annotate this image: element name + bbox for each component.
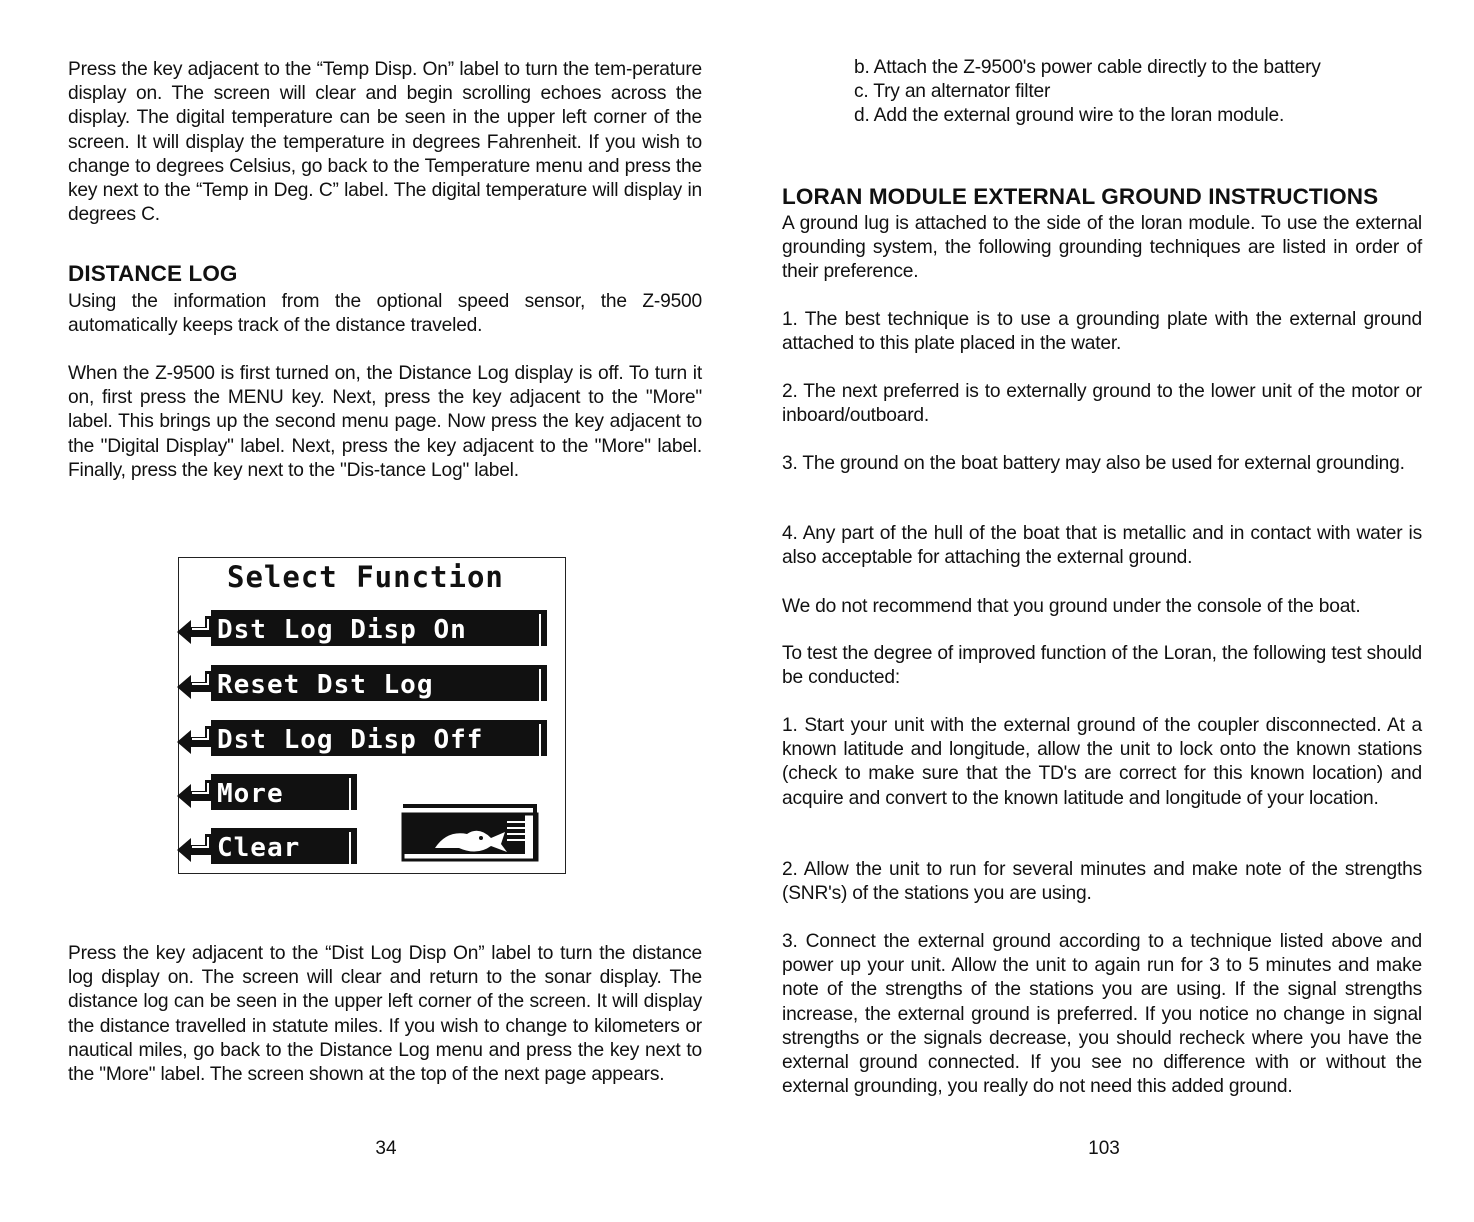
technique-3-paragraph: 3. The ground on the boat battery may also be used for external grounding. <box>782 453 1405 474</box>
fish-display-icon <box>395 804 541 864</box>
technique-2-paragraph: 2. The next preferred is to externally ground to the lower unit of the motor or inboard/outboard. <box>782 381 1422 427</box>
softkey-label: Clear <box>211 828 357 864</box>
softkey-reset-dst-log[interactable] <box>175 665 547 701</box>
list-item: d. Add the external ground wire to the loran module. <box>854 105 1285 127</box>
technique-4-paragraph: 4. Any part of the hull of the boat that is metallic and in contact with water is also acceptable for attaching the external ground. <box>782 523 1422 569</box>
distance-log-steps-paragraph: When the Z-9500 is first turned on, the Distance Log display is off. To turn it on, first press the MENU key. Next, press the key adjacent to the "More" label. This brings up the second menu page. Now press the key adjacent to the "Digital Display" label. Next, press the key adjacent to the "More" label. Finally, press the key next to the "Dis-tance Log" label. <box>68 363 702 481</box>
console-paragraph: We do not recommend that you ground under the console of the boat. <box>782 596 1361 617</box>
softkey-dst-log-disp-off[interactable] <box>175 720 547 756</box>
screen-title: Select Function <box>227 560 504 594</box>
select-function-screen <box>178 557 566 874</box>
technique-1-paragraph: 1. The best technique is to use a grounding plate with the external ground attached to this plate placed in the water. <box>782 309 1422 355</box>
softkey-label: Dst Log Disp Off <box>211 720 547 756</box>
softkey-more[interactable] <box>175 774 357 810</box>
temp-display-paragraph: Press the key adjacent to the “Temp Disp. On” label to turn the tem-perature display on. The screen will clear and begin scrolling echoes across the display. The digital temperature can be seen in the upper left corner of the screen. It will display the temperature in degrees Fahrenheit. If you wish to change to degrees Celsius, go back to the Temperature menu and press the key next to the “Temp in Deg. C” label. The digital temperature will display in degrees C. <box>68 59 702 226</box>
list-item: b. Attach the Z-9500's power cable directly to the battery <box>854 57 1321 78</box>
test-step-2-paragraph: 2. Allow the unit to run for several minutes and make note of the strengths (SNR's) of the stations you are using. <box>782 859 1422 905</box>
remedy-list <box>854 56 1394 129</box>
distance-log-intro-paragraph: Using the information from the optional speed sensor, the Z-9500 automatically keeps track of the distance traveled. <box>68 291 702 337</box>
page-number: 103 <box>1088 1138 1120 1159</box>
ground-lug-paragraph: A ground lug is attached to the side of the loran module. To use the external grounding system, the following grounding techniques are listed in order of their preference. <box>782 213 1422 283</box>
test-step-1-paragraph: 1. Start your unit with the external ground of the coupler disconnected. At a known latitude and longitude, allow the unit to lock onto the known stations (check to make sure that the TD's are correct for this known location) and acquire and convert to the known latitude and longitude of your location. <box>782 715 1422 809</box>
softkey-dst-log-disp-on[interactable] <box>175 610 547 646</box>
test-intro-paragraph: To test the degree of improved function of the Loran, the following test should be conducted: <box>782 643 1422 689</box>
softkey-label: Reset Dst Log <box>211 665 547 701</box>
loran-ground-heading: LORAN MODULE EXTERNAL GROUND INSTRUCTIONS <box>782 184 1379 209</box>
softkey-clear[interactable] <box>175 828 357 864</box>
list-item: c. Try an alternator filter <box>854 81 1051 103</box>
softkey-label: More <box>211 774 357 810</box>
distance-log-heading: DISTANCE LOG <box>68 261 238 286</box>
distance-log-on-paragraph: Press the key adjacent to the “Dist Log Disp On” label to turn the distance log display on. The screen will clear and return to the sonar display. The distance log can be seen in the upper left corner of the screen. It will display the distance travelled in statute miles. If you wish to change to kilometers or nautical miles, go back to the Distance Log menu and press the key next to the "More" label. The screen shown at the top of the next page appears. <box>68 943 702 1086</box>
page-number: 34 <box>375 1138 397 1159</box>
test-step-3-paragraph: 3. Connect the external ground according to a technique listed above and power up your unit. Allow the unit to again run for 3 to 5 minutes and make note of the strengths of the stations you are using. If the signal strengths increase, the external ground is preferred. If you notice no change in signal strengths or the signals decrease, you should recheck where you have the external ground connected. If you see no difference with or without the external grounding, you really do not need this added ground. <box>782 931 1422 1098</box>
softkey-label: Dst Log Disp On <box>211 610 547 646</box>
